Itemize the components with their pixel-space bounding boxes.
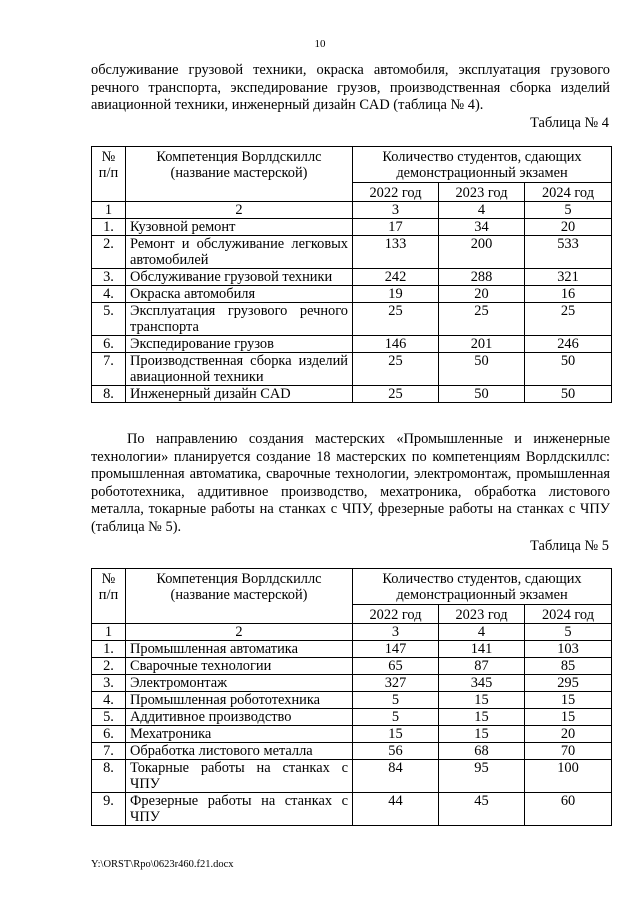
- value-2023: 25: [439, 303, 525, 336]
- table-row: [92, 641, 612, 658]
- index-cell: 2: [126, 202, 353, 219]
- value-2023: 15: [439, 726, 525, 743]
- value-2024: 85: [525, 658, 612, 675]
- row-number: 5.: [92, 303, 126, 336]
- value-2022: 56: [353, 743, 439, 760]
- competence-name: Обслуживание грузовой техники: [126, 269, 353, 286]
- competence-name: Экспедирование грузов: [126, 336, 353, 353]
- row-number: 4.: [92, 692, 126, 709]
- table-row: [92, 793, 612, 826]
- index-cell: 1: [92, 624, 126, 641]
- value-2024: 246: [525, 336, 612, 353]
- value-2023: 288: [439, 269, 525, 286]
- value-2022: 84: [353, 760, 439, 793]
- table-row: [92, 709, 612, 726]
- table-4: [91, 146, 612, 403]
- table-row: [92, 743, 612, 760]
- value-2022: 19: [353, 286, 439, 303]
- value-2023: 68: [439, 743, 525, 760]
- competence-name: Инженерный дизайн CAD: [126, 386, 353, 403]
- index-cell: 2: [126, 624, 353, 641]
- value-2024: 50: [525, 386, 612, 403]
- competence-name: Кузовной ремонт: [126, 219, 353, 236]
- table-5: [91, 568, 612, 826]
- row-number: 6.: [92, 336, 126, 353]
- value-2022: 5: [353, 709, 439, 726]
- value-2022: 25: [353, 303, 439, 336]
- competence-name: Производственная сборка изделий авиационной техники: [126, 353, 353, 386]
- header-students: Количество студентов, сдающих демонстрационный экзамен: [353, 569, 612, 605]
- row-number: 1.: [92, 219, 126, 236]
- value-2023: 50: [439, 386, 525, 403]
- competence-name: Промышленная автоматика: [126, 641, 353, 658]
- competence-name: Окраска автомобиля: [126, 286, 353, 303]
- table-index-row: [92, 202, 612, 219]
- value-2023: 201: [439, 336, 525, 353]
- value-2023: 345: [439, 675, 525, 692]
- value-2022: 133: [353, 236, 439, 269]
- header-competence: Компетенция Ворлдскиллс (название мастерской): [126, 147, 353, 202]
- header-year: 2022 год: [353, 183, 439, 202]
- table-row: [92, 726, 612, 743]
- competence-name: Сварочные технологии: [126, 658, 353, 675]
- value-2022: 146: [353, 336, 439, 353]
- header-year: 2022 год: [353, 605, 439, 624]
- value-2024: 60: [525, 793, 612, 826]
- value-2022: 327: [353, 675, 439, 692]
- index-cell: 3: [353, 202, 439, 219]
- index-cell: 4: [439, 202, 525, 219]
- value-2023: 200: [439, 236, 525, 269]
- page-number: 10: [314, 38, 326, 50]
- paragraph-intro: обслуживание грузовой техники, окраска автомобиля, эксплуатация грузового речного транспорта, экспедирование грузов, производственная сборка изделий авиационной техники, инженерный дизайн CAD (таблица № 4).: [91, 62, 610, 113]
- competence-name: Электромонтаж: [126, 675, 353, 692]
- row-number: 5.: [92, 709, 126, 726]
- row-number: 1.: [92, 641, 126, 658]
- value-2024: 15: [525, 692, 612, 709]
- value-2022: 15: [353, 726, 439, 743]
- competence-name: Ремонт и обслуживание легковых автомобилей: [126, 236, 353, 269]
- value-2023: 45: [439, 793, 525, 826]
- value-2023: 95: [439, 760, 525, 793]
- competence-name: Аддитивное производство: [126, 709, 353, 726]
- header-year: 2024 год: [525, 183, 612, 202]
- paragraph-plan: По направлению создания мастерских «Промышленные и инженерные технологии» планируется создание 18 мастерских по компетенциям Ворлдскиллс: промышленная автоматика, сварочные технологии, электромонтаж, промышленная робототехника, аддитивное производство, мехатроника, обработка листового металла, токарные работы на станках с ЧПУ, фрезерные работы на станках с ЧПУ (таблица № 5).: [91, 431, 610, 535]
- row-number: 8.: [92, 760, 126, 793]
- competence-name: Обработка листового металла: [126, 743, 353, 760]
- value-2024: 70: [525, 743, 612, 760]
- row-number: 6.: [92, 726, 126, 743]
- value-2024: 103: [525, 641, 612, 658]
- row-number: 7.: [92, 353, 126, 386]
- value-2024: 15: [525, 709, 612, 726]
- table-4-caption: Таблица № 4: [530, 115, 609, 131]
- value-2022: 25: [353, 353, 439, 386]
- index-cell: 5: [525, 202, 612, 219]
- row-number: 3.: [92, 675, 126, 692]
- value-2024: 20: [525, 219, 612, 236]
- footer-file-path: Y:\ORST\Rpo\0623r460.f21.docx: [91, 859, 234, 870]
- index-cell: 5: [525, 624, 612, 641]
- value-2023: 34: [439, 219, 525, 236]
- competence-name: Промышленная робототехника: [126, 692, 353, 709]
- competence-name: Эксплуатация грузового речного транспорта: [126, 303, 353, 336]
- table-row: [92, 286, 612, 303]
- competence-name: Мехатроника: [126, 726, 353, 743]
- value-2024: 295: [525, 675, 612, 692]
- table-5-caption: Таблица № 5: [530, 538, 609, 554]
- index-cell: 4: [439, 624, 525, 641]
- row-number: 7.: [92, 743, 126, 760]
- header-num: № п/п: [92, 569, 126, 624]
- value-2023: 50: [439, 353, 525, 386]
- header-competence: Компетенция Ворлдскиллс (название мастерской): [126, 569, 353, 624]
- value-2022: 25: [353, 386, 439, 403]
- value-2023: 20: [439, 286, 525, 303]
- index-cell: 3: [353, 624, 439, 641]
- table-row: [92, 353, 612, 386]
- row-number: 4.: [92, 286, 126, 303]
- value-2024: 50: [525, 353, 612, 386]
- value-2023: 15: [439, 709, 525, 726]
- value-2023: 15: [439, 692, 525, 709]
- value-2023: 141: [439, 641, 525, 658]
- table-row: [92, 692, 612, 709]
- header-year: 2023 год: [439, 605, 525, 624]
- value-2024: 533: [525, 236, 612, 269]
- value-2022: 17: [353, 219, 439, 236]
- row-number: 9.: [92, 793, 126, 826]
- table-row: [92, 386, 612, 403]
- row-number: 3.: [92, 269, 126, 286]
- competence-name: Фрезерные работы на станках с ЧПУ: [126, 793, 353, 826]
- header-year: 2023 год: [439, 183, 525, 202]
- value-2022: 44: [353, 793, 439, 826]
- value-2024: 100: [525, 760, 612, 793]
- table-index-row: [92, 624, 612, 641]
- row-number: 2.: [92, 658, 126, 675]
- header-year: 2024 год: [525, 605, 612, 624]
- value-2022: 5: [353, 692, 439, 709]
- value-2023: 87: [439, 658, 525, 675]
- value-2024: 20: [525, 726, 612, 743]
- value-2022: 65: [353, 658, 439, 675]
- table-row: [92, 675, 612, 692]
- table-row: [92, 269, 612, 286]
- value-2022: 147: [353, 641, 439, 658]
- table-row: [92, 236, 612, 269]
- value-2024: 16: [525, 286, 612, 303]
- table-row: [92, 336, 612, 353]
- table-row: [92, 303, 612, 336]
- row-number: 2.: [92, 236, 126, 269]
- competence-name: Токарные работы на станках с ЧПУ: [126, 760, 353, 793]
- value-2024: 25: [525, 303, 612, 336]
- index-cell: 1: [92, 202, 126, 219]
- header-students: Количество студентов, сдающих демонстрационный экзамен: [353, 147, 612, 183]
- value-2024: 321: [525, 269, 612, 286]
- table-row: [92, 760, 612, 793]
- table-row: [92, 219, 612, 236]
- header-num: № п/п: [92, 147, 126, 202]
- table-row: [92, 658, 612, 675]
- row-number: 8.: [92, 386, 126, 403]
- value-2022: 242: [353, 269, 439, 286]
